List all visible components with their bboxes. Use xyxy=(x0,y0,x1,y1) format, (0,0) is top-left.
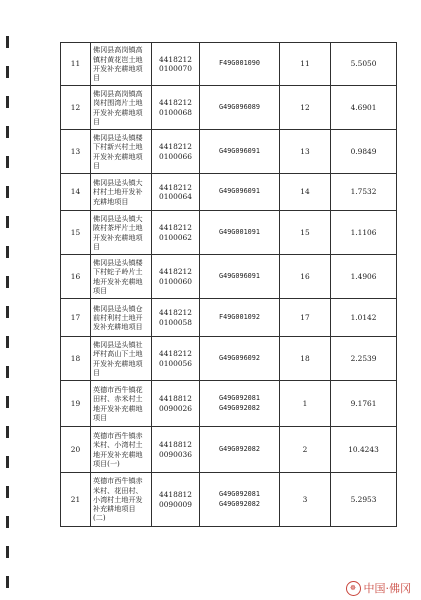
project-code: 4418212 0100070 xyxy=(152,43,200,86)
binding-mark xyxy=(6,516,9,528)
map-sheet-number: F49G001090 xyxy=(200,43,280,86)
table-row xyxy=(61,427,397,473)
plot-number: 15 xyxy=(280,211,331,255)
project-name: 佛冈县迳头镇楼 下村蛇子岭片土 地开发补充耕地 项目 xyxy=(91,255,152,299)
binding-mark xyxy=(6,216,9,228)
table-row xyxy=(61,337,397,381)
binding-mark xyxy=(6,126,9,138)
binding-mark xyxy=(6,246,9,258)
binding-mark xyxy=(6,306,9,318)
row-number: 12 xyxy=(61,86,91,130)
binding-mark xyxy=(6,546,9,558)
plot-number: 13 xyxy=(280,130,331,174)
binding-marks xyxy=(0,0,14,600)
row-number: 21 xyxy=(61,473,91,527)
map-sheet-number: G49G092082 xyxy=(200,427,280,473)
binding-mark xyxy=(6,576,9,588)
row-number: 14 xyxy=(61,174,91,211)
site-watermark xyxy=(346,580,412,596)
table-row xyxy=(61,473,397,527)
plot-number: 14 xyxy=(280,174,331,211)
area-value: 0.9849 xyxy=(331,130,397,174)
table-row xyxy=(61,299,397,337)
plot-number: 17 xyxy=(280,299,331,337)
row-number: 13 xyxy=(61,130,91,174)
area-value: 1.7532 xyxy=(331,174,397,211)
project-name: 英德市西牛镇花 田村、赤米村土 地开发补充耕地 项目 xyxy=(91,381,152,427)
project-code: 4418212 0100062 xyxy=(152,211,200,255)
map-sheet-number: G49G096092 xyxy=(200,337,280,381)
project-name: 佛冈县高岗镇高 岗村围湾片土地 开发补充耕地项 目 xyxy=(91,86,152,130)
binding-mark xyxy=(6,366,9,378)
plot-number: 3 xyxy=(280,473,331,527)
map-sheet-number: G49G092081 G49G092082 xyxy=(200,381,280,427)
project-name: 英德市西牛镇赤 米村、花田村、 小湾村土地开发 补充耕地项目 (二) xyxy=(91,473,152,527)
area-value: 2.2539 xyxy=(331,337,397,381)
plot-number: 18 xyxy=(280,337,331,381)
row-number: 11 xyxy=(61,43,91,86)
watermark-text: 中国·佛冈 xyxy=(363,582,411,595)
area-value: 9.1761 xyxy=(331,381,397,427)
project-code: 4418212 0100058 xyxy=(152,299,200,337)
binding-mark xyxy=(6,36,9,48)
project-name: 佛冈县高岗镇高 镇村黄花岜土地 开发补充耕地项 目 xyxy=(91,43,152,86)
project-name: 英德市西牛镇赤 米村、小湾村土 地开发补充耕地 项目(一) xyxy=(91,427,152,473)
project-code: 4418212 0100064 xyxy=(152,174,200,211)
plot-number: 11 xyxy=(280,43,331,86)
project-code: 4418212 0100066 xyxy=(152,130,200,174)
map-sheet-number: G49G096091 xyxy=(200,255,280,299)
map-sheet-number: G49G001091 xyxy=(200,211,280,255)
project-name: 佛冈县迳头镇仓 前村利村土地开 发补充耕地项目 xyxy=(91,299,152,337)
table-row xyxy=(61,255,397,299)
project-name: 佛冈县迳头镇楼 下村新兴村土地 开发补充耕地项 目 xyxy=(91,130,152,174)
project-code: 4418212 0100068 xyxy=(152,86,200,130)
binding-mark xyxy=(6,96,9,108)
table-row xyxy=(61,130,397,174)
plot-number: 12 xyxy=(280,86,331,130)
project-code: 4418212 0100060 xyxy=(152,255,200,299)
row-number: 20 xyxy=(61,427,91,473)
binding-mark xyxy=(6,396,9,408)
binding-mark xyxy=(6,156,9,168)
plot-number: 2 xyxy=(280,427,331,473)
project-name: 佛冈县迳头镇大 陂村茶坪片土地 开发补充耕地项 目 xyxy=(91,211,152,255)
map-sheet-number: G49G096091 xyxy=(200,130,280,174)
project-code: 4418812 0090026 xyxy=(152,381,200,427)
project-code: 4418812 0090009 xyxy=(152,473,200,527)
plot-number: 16 xyxy=(280,255,331,299)
map-sheet-number: F49G001092 xyxy=(200,299,280,337)
plot-number: 1 xyxy=(280,381,331,427)
binding-mark xyxy=(6,186,9,198)
table-row xyxy=(61,86,397,130)
row-number: 18 xyxy=(61,337,91,381)
project-name: 佛冈县迳头镇大 村村土地开发补 充耕地项目 xyxy=(91,174,152,211)
map-sheet-number: G49G092081 G49G092082 xyxy=(200,473,280,527)
project-code: 4418812 0090036 xyxy=(152,427,200,473)
table-row xyxy=(61,174,397,211)
land-project-table xyxy=(60,42,397,527)
binding-mark xyxy=(6,426,9,438)
table-row xyxy=(61,43,397,86)
row-number: 15 xyxy=(61,211,91,255)
project-code: 4418212 0100056 xyxy=(152,337,200,381)
area-value: 1.4906 xyxy=(331,255,397,299)
binding-mark xyxy=(6,456,9,468)
area-value: 4.6901 xyxy=(331,86,397,130)
binding-mark xyxy=(6,336,9,348)
area-value: 5.5050 xyxy=(331,43,397,86)
map-sheet-number: G49G096089 xyxy=(200,86,280,130)
binding-mark xyxy=(6,486,9,498)
watermark-logo-icon: ☸ xyxy=(346,581,361,596)
area-value: 1.0142 xyxy=(331,299,397,337)
map-sheet-number: G49G096091 xyxy=(200,174,280,211)
row-number: 19 xyxy=(61,381,91,427)
area-value: 5.2953 xyxy=(331,473,397,527)
area-value: 10.4243 xyxy=(331,427,397,473)
row-number: 17 xyxy=(61,299,91,337)
area-value: 1.1106 xyxy=(331,211,397,255)
binding-mark xyxy=(6,276,9,288)
table-row xyxy=(61,211,397,255)
row-number: 16 xyxy=(61,255,91,299)
table-row xyxy=(61,381,397,427)
binding-mark xyxy=(6,66,9,78)
project-name: 佛冈县迳头镇社 坪村高山下土地 开发补充耕地项 目 xyxy=(91,337,152,381)
